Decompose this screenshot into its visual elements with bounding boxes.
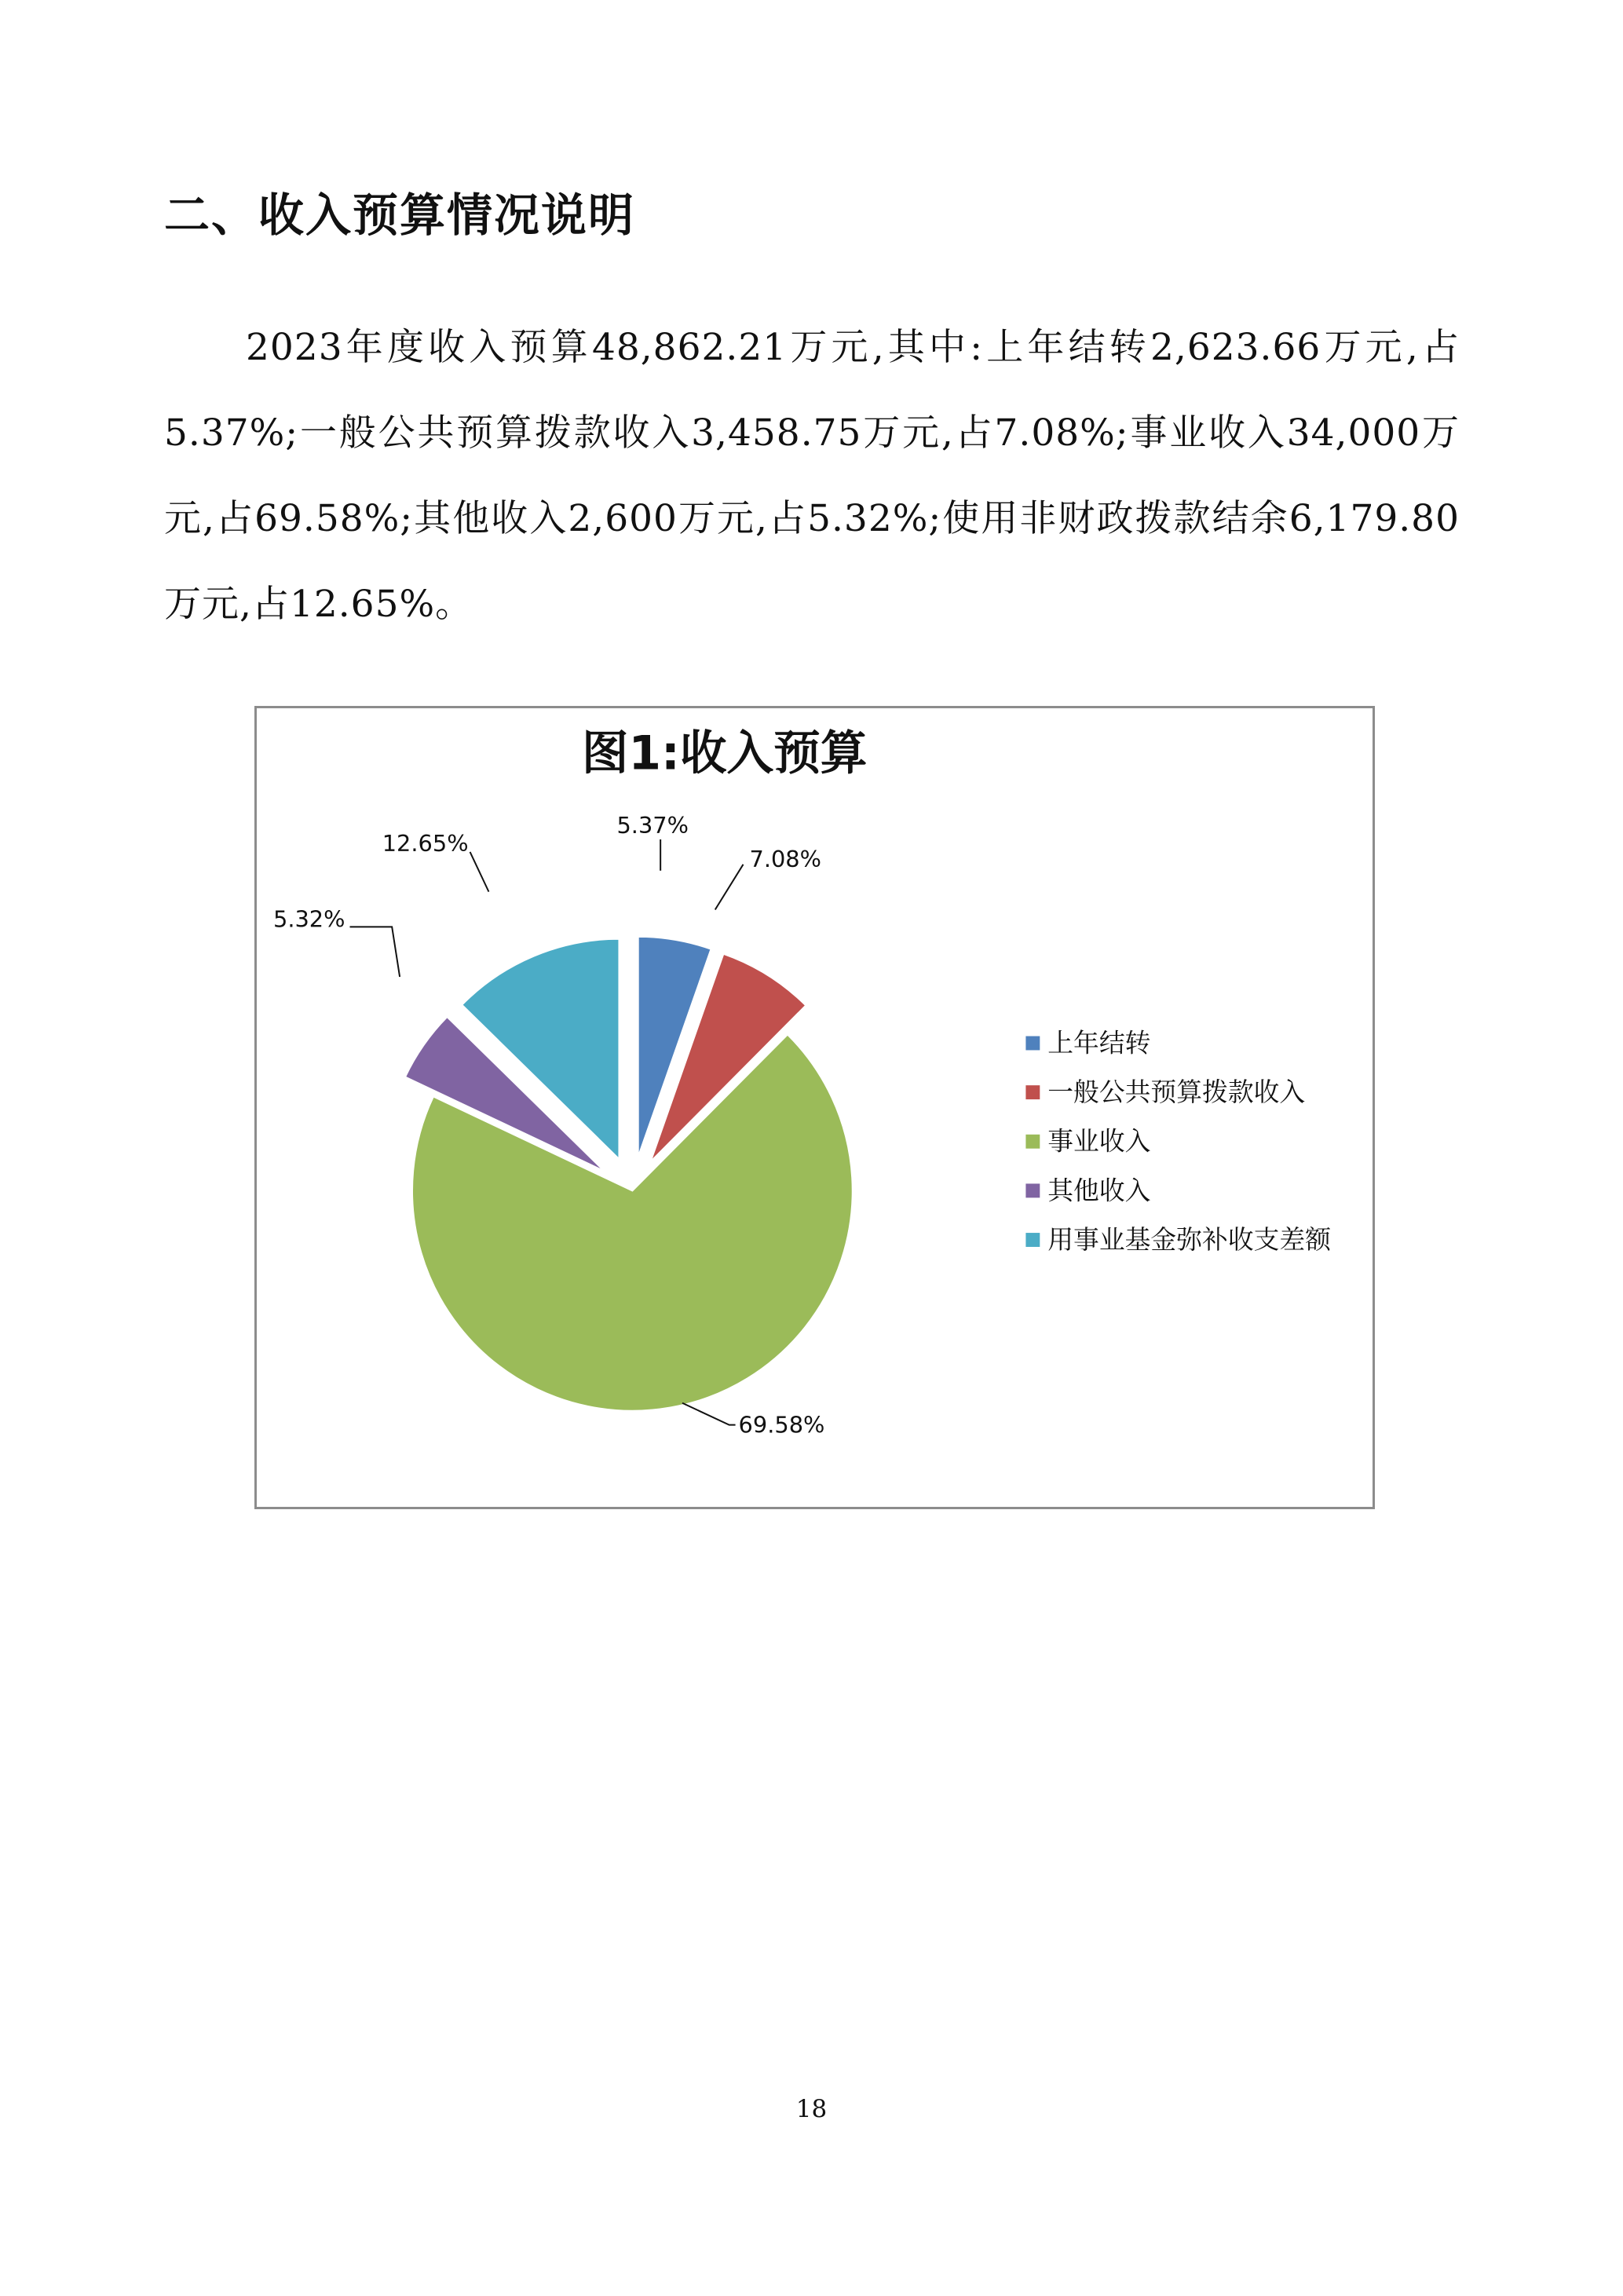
legend-label-4: 其他收入 xyxy=(1047,1175,1151,1206)
leader-line-5 xyxy=(470,852,489,892)
pie-chart-frame xyxy=(254,706,1375,1509)
body-paragraph: 2023年度收入预算48,862.21万元,其中:上年结转2,623.66万元,占5.37%;一般公共预算拨款收入3,458.75万元,占7.08%;事业收入34,000万元,占69.58%;其他收入2,600万元,占5.32%;使用非财政拨款结余6,179.80万元,占12.65%。 xyxy=(164,326,1460,626)
data-label-2: 7.08% xyxy=(749,845,822,872)
data-label-5: 12.65% xyxy=(382,829,469,857)
data-label-4: 5.32% xyxy=(272,905,345,933)
legend-swatch-4 xyxy=(1025,1183,1040,1197)
section-heading: 二、收入预算情况说明 xyxy=(164,188,636,242)
chart-title: 图1:收入预算 xyxy=(581,726,868,781)
pie-slices xyxy=(405,937,853,1411)
data-label-3: 69.58% xyxy=(738,1411,825,1439)
legend-label-1: 上年结转 xyxy=(1047,1028,1151,1058)
legend-label-5: 用事业基金弥补收支差额 xyxy=(1047,1224,1332,1255)
data-label-1: 5.37% xyxy=(616,812,689,839)
pie-chart xyxy=(257,708,1373,1507)
legend-swatch-2 xyxy=(1025,1085,1040,1099)
leader-line-3 xyxy=(682,1403,736,1425)
chart-legend xyxy=(1025,1028,1332,1255)
legend-label-2: 一般公共预算拨款收入 xyxy=(1047,1077,1306,1108)
legend-label-3: 事业收入 xyxy=(1047,1126,1151,1157)
legend-swatch-5 xyxy=(1025,1233,1040,1247)
leader-line-2 xyxy=(715,865,744,910)
leader-line-4 xyxy=(349,927,400,977)
page-number: 18 xyxy=(795,2095,828,2123)
legend-swatch-3 xyxy=(1025,1135,1040,1149)
legend-swatch-1 xyxy=(1025,1036,1040,1051)
